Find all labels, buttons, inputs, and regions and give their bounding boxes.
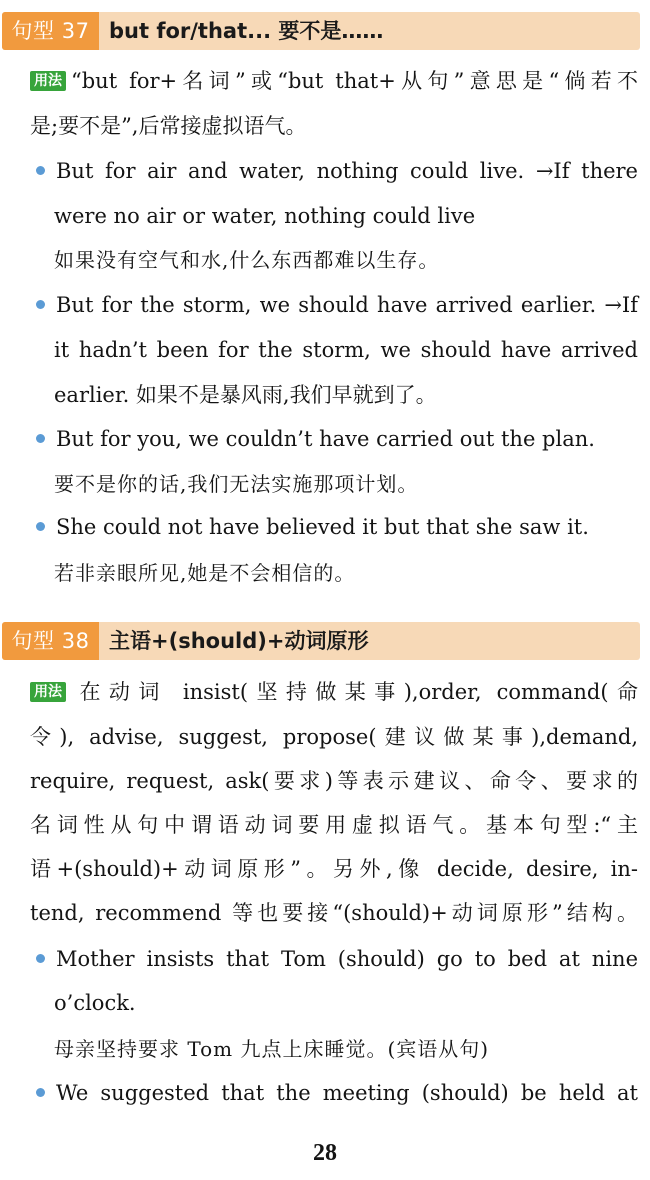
- section-38-usage-line-4: 名词性从句中谓语动词要用虚拟语气。基本句型:“主: [30, 813, 638, 837]
- section-37-usage-line-2: 是;要不是”,后常接虚拟语气。: [30, 114, 307, 138]
- example-line: She could not have believed it but that she saw it.: [56, 515, 589, 539]
- bullet-icon: [36, 434, 45, 443]
- section-38-usage-line-1: 用法 在动词 insist(坚持做某事),order, command(命: [30, 677, 638, 707]
- example-line: were no air or water, nothing could live: [54, 204, 476, 228]
- section-38-tag: 句型 38: [2, 622, 99, 660]
- section-38-usage-line-6: tend, recommend 等也要接“(should)+动词原形”结构。: [30, 901, 638, 925]
- example-line: But for air and water, nothing could live. →If there: [56, 159, 638, 183]
- example-translation: 若非亲眼所见,她是不会相信的。: [54, 561, 356, 585]
- example-translation: 要不是你的话,我们无法实施那项计划。: [54, 472, 419, 496]
- example-line: We suggested that the meeting (should) be held at: [56, 1081, 638, 1105]
- section-37-header: [2, 12, 640, 50]
- section-37-usage-badge: 用法: [30, 71, 66, 91]
- section-38-usage-line-2: 令), advise, suggest, propose(建议做某事),demand,: [30, 725, 638, 749]
- example-line: But for the storm, we should have arrived earlier. →If: [56, 293, 638, 317]
- bullet-icon: [36, 166, 45, 175]
- section-37-title: but for/that... 要不是……: [109, 19, 384, 43]
- section-38-title: 主语+(should)+动词原形: [109, 629, 369, 653]
- section-37-tag: 句型 37: [2, 12, 99, 50]
- bullet-icon: [36, 522, 45, 531]
- example-line: But for you, we couldn’t have carried out the plan.: [56, 427, 595, 451]
- example-line: Mother insists that Tom (should) go to bed at nine: [56, 947, 638, 971]
- example-line: o’clock.: [54, 991, 136, 1015]
- bullet-icon: [36, 954, 45, 963]
- example-translation: 母亲坚持要求 Tom 九点上床睡觉。(宾语从句): [54, 1037, 490, 1061]
- section-38-usage-line-3: require, request, ask(要求)等表示建议、命令、要求的: [30, 769, 638, 793]
- example-line: earlier. 如果不是暴风雨,我们早就到了。: [54, 383, 437, 407]
- bullet-icon: [36, 300, 45, 309]
- example-translation: 如果没有空气和水,什么东西都难以生存。: [54, 248, 440, 272]
- example-line: it hadn’t been for the storm, we should have arrived: [54, 338, 638, 362]
- section-38-usage-badge: 用法: [30, 682, 66, 702]
- bullet-icon: [36, 1088, 45, 1097]
- section-37-usage-line-1: 用法 “but for+名词”或“but that+从句”意思是“倘若不: [30, 66, 638, 96]
- section-38-header: [2, 622, 640, 660]
- page-number: 28: [313, 1140, 337, 1166]
- section-38-usage-line-5: 语+(should)+动词原形”。另外,像 decide, desire, in-: [30, 857, 638, 881]
